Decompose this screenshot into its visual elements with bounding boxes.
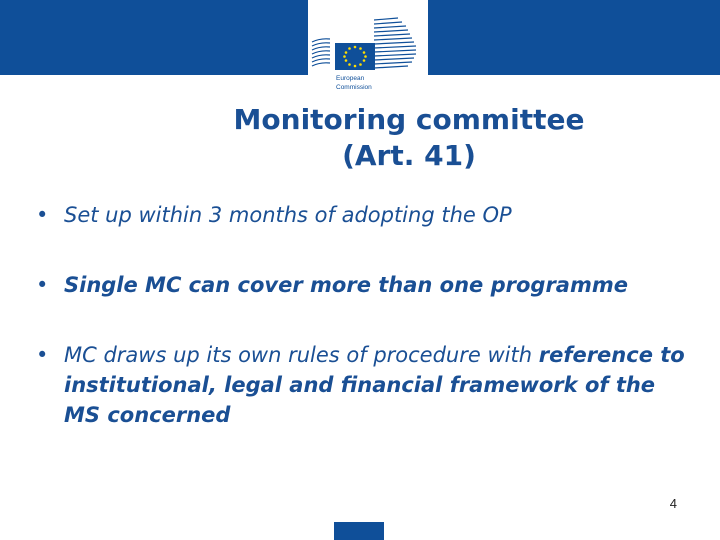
bullet-item (36, 200, 686, 230)
bullet-text: MC draws up its own rules of procedure with (64, 343, 533, 367)
bullet-text: Set up within 3 months of adopting the OP (64, 203, 512, 227)
page-number: 4 (669, 496, 677, 511)
logo-text: European Commission (336, 75, 372, 91)
bullet-marker: • (36, 273, 49, 297)
bullet-marker: • (36, 203, 49, 227)
bullet-item (36, 340, 686, 430)
european-commission-logo (308, 0, 428, 100)
bullet-list (36, 200, 686, 430)
footer-bar (334, 522, 384, 540)
slide-title (140, 102, 678, 174)
bullet-text: Single MC can cover more than one programme (64, 273, 628, 297)
bullet-item (36, 270, 686, 300)
bullet-marker: • (36, 343, 49, 367)
slide-title-text: Monitoring committee (Art. 41) (233, 103, 585, 172)
bullet-text-bold: reference to institutional, legal and financial framework of the MS concerned (64, 343, 685, 427)
